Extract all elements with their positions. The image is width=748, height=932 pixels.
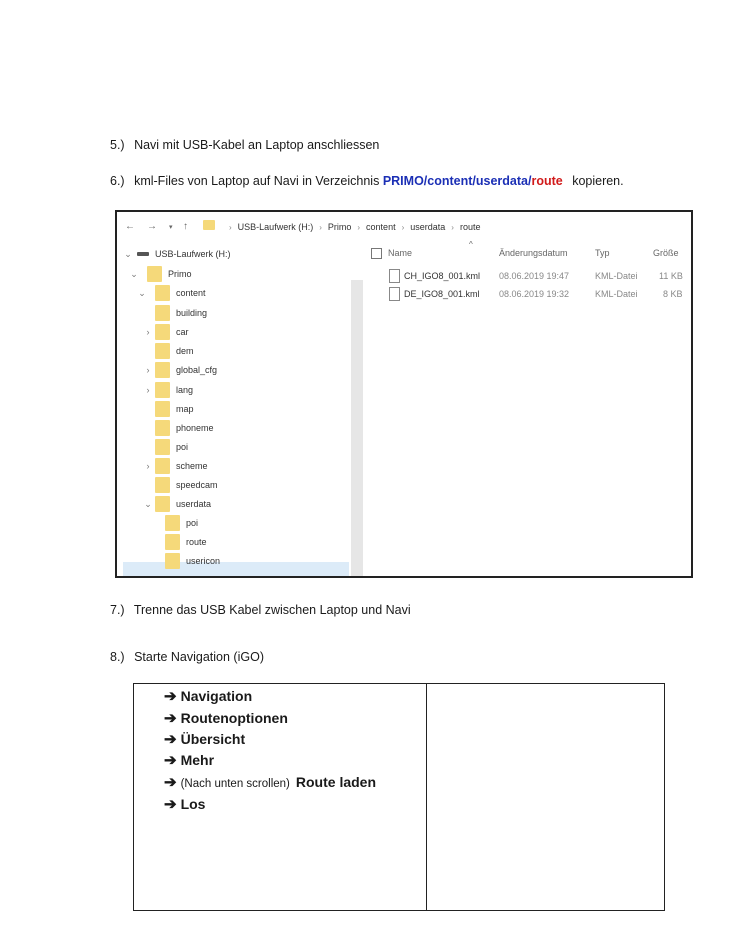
instruction-table — [133, 683, 665, 911]
step-6-number: 6.) — [110, 174, 125, 188]
step-5 — [110, 138, 379, 152]
file-type: KML-Datei — [595, 289, 638, 299]
tree-item-scheme[interactable] — [143, 457, 208, 475]
step-7-text: Trenne das USB Kabel zwischen Laptop und Navi — [133, 603, 411, 617]
step-5-text: Navi mit USB-Kabel an Laptop anschliessen — [134, 138, 380, 152]
chevron-down-icon[interactable]: ▾ — [169, 224, 173, 231]
tree-item-label: poi — [186, 518, 199, 528]
back-arrow-icon[interactable]: ← — [125, 221, 135, 232]
step-6 — [110, 174, 624, 188]
chevron-down-icon[interactable]: ⌄ — [124, 248, 132, 259]
step-8 — [110, 650, 264, 664]
step-6-path-red: route — [531, 174, 563, 188]
file-row[interactable] — [389, 286, 480, 302]
instruction-line — [164, 687, 252, 705]
chevron-down-icon[interactable]: ⌄ — [130, 268, 138, 279]
file-icon — [389, 269, 400, 283]
right-arrow-icon: ➔ — [164, 774, 177, 791]
chevron-down-icon[interactable]: ⌄ — [144, 498, 152, 509]
folder-icon — [147, 266, 162, 282]
tree-item-label: route — [186, 537, 207, 547]
folder-icon — [155, 439, 170, 455]
chevron-right-icon[interactable]: › — [146, 385, 150, 395]
instruction-line — [164, 709, 288, 727]
folder-icon — [155, 420, 170, 436]
file-list — [369, 242, 691, 576]
right-arrow-icon: ➔ — [164, 796, 177, 813]
tree-item-label: USB-Laufwerk (H:) — [155, 249, 231, 259]
step-8-text: Starte Navigation (iGO) — [134, 650, 264, 664]
folder-icon — [165, 515, 180, 531]
tree-item-content[interactable] — [137, 284, 206, 302]
tree-item-label: phoneme — [176, 423, 214, 433]
tree-item-primo[interactable] — [129, 265, 192, 283]
breadcrumb-item[interactable]: route — [459, 222, 481, 232]
sort-arrow-icon: ^ — [469, 240, 473, 249]
step-5-number: 5.) — [110, 138, 125, 152]
forward-arrow-icon[interactable]: → — [147, 221, 157, 232]
tree-item-label: scheme — [176, 461, 208, 471]
folder-icon — [155, 362, 170, 378]
file-row[interactable] — [389, 268, 480, 284]
right-arrow-icon: ➔ — [164, 731, 177, 748]
instruction-text: Routenoptionen — [180, 710, 288, 726]
folder-icon — [155, 496, 170, 512]
instruction-line — [164, 730, 245, 748]
breadcrumb-item[interactable]: USB-Laufwerk (H:) — [237, 222, 314, 232]
tree-item-car[interactable] — [143, 323, 189, 341]
file-name: DE_IGO8_001.kml — [404, 289, 480, 299]
instruction-line — [164, 773, 376, 791]
tree-item-label: global_cfg — [176, 365, 218, 375]
right-arrow-icon: ➔ — [164, 710, 177, 727]
tree-item-userdata[interactable] — [143, 495, 211, 513]
table-divider — [426, 684, 427, 910]
step-7-number: 7.) — [110, 603, 125, 617]
right-arrow-icon: ➔ — [164, 688, 177, 705]
instruction-line — [164, 795, 205, 813]
tree-item-label: userdata — [176, 499, 212, 509]
tree-item-label: dem — [176, 346, 194, 356]
file-date: 08.06.2019 19:47 — [499, 271, 570, 281]
tree-scrollbar[interactable] — [351, 280, 363, 576]
chevron-down-icon[interactable]: ⌄ — [138, 287, 146, 298]
tree-item-map[interactable] — [155, 400, 194, 418]
chevron-right-icon[interactable]: › — [146, 461, 150, 471]
step-6-path-blue: PRIMO/content/userdata/ — [382, 174, 532, 188]
instruction-note: (Nach unten scrollen) — [180, 778, 290, 790]
folder-icon — [155, 324, 170, 340]
tree-item-speedcam[interactable] — [155, 476, 218, 494]
instruction-line — [164, 751, 214, 769]
up-arrow-icon[interactable]: ↑ — [183, 221, 188, 232]
step-7 — [110, 603, 411, 617]
file-size: 11 KB — [659, 271, 683, 281]
tree-item-label: poi — [176, 442, 189, 452]
column-header-date[interactable]: Änderungsdatum — [499, 248, 568, 258]
tree-selection-highlight — [123, 562, 349, 578]
tree-item-label: Primo — [168, 269, 192, 279]
breadcrumb — [229, 222, 480, 232]
chevron-right-icon[interactable]: › — [146, 327, 150, 337]
tree-item-label: car — [176, 327, 189, 337]
tree-item-userdata-poi[interactable] — [165, 514, 198, 532]
navigation-tree — [117, 242, 349, 576]
address-bar — [117, 212, 691, 240]
chevron-right-icon: › — [401, 222, 405, 232]
instruction-text: Los — [180, 796, 206, 812]
folder-icon — [165, 553, 180, 569]
tree-item-label: speedcam — [176, 480, 218, 490]
folder-icon — [155, 458, 170, 474]
instruction-text: Route laden — [295, 774, 377, 790]
file-size: 8 KB — [663, 289, 683, 299]
folder-icon — [155, 305, 170, 321]
instruction-text: Navigation — [180, 688, 253, 704]
tree-item-label: content — [176, 288, 206, 298]
chevron-right-icon: › — [451, 222, 454, 232]
folder-icon — [155, 343, 170, 359]
tree-item-label: lang — [176, 385, 194, 395]
file-explorer-screenshot — [115, 210, 693, 578]
folder-icon — [155, 285, 170, 301]
tree-item-poi[interactable] — [155, 438, 188, 456]
chevron-right-icon: › — [357, 222, 361, 232]
file-icon — [389, 287, 400, 301]
right-arrow-icon: ➔ — [164, 752, 177, 769]
tree-item-drive[interactable] — [123, 245, 231, 263]
step-6-text-a: kml-Files von Laptop auf Navi in Verzeichnis — [134, 174, 383, 188]
tree-item-label: building — [176, 308, 208, 318]
drive-icon — [137, 252, 149, 256]
select-all-checkbox[interactable] — [371, 248, 382, 259]
instruction-text: Übersicht — [180, 731, 246, 747]
tree-item-usericon[interactable] — [165, 552, 220, 570]
step-6-text-b: kopieren. — [572, 174, 624, 188]
tree-item-route[interactable] — [165, 533, 207, 551]
step-8-number: 8.) — [110, 650, 125, 664]
folder-icon — [155, 401, 170, 417]
instruction-text: Mehr — [180, 752, 215, 768]
chevron-right-icon: › — [319, 222, 322, 232]
tree-item-lang[interactable] — [143, 381, 193, 399]
tree-item-label: usericon — [186, 556, 221, 566]
tree-item-global-cfg[interactable] — [143, 361, 217, 379]
file-date: 08.06.2019 19:32 — [499, 289, 570, 299]
file-type: KML-Datei — [595, 271, 638, 281]
tree-item-dem[interactable] — [155, 342, 194, 360]
tree-item-phoneme[interactable] — [155, 419, 214, 437]
column-header-type[interactable]: Typ — [595, 248, 610, 258]
folder-icon — [203, 220, 215, 230]
column-header-label: Name — [388, 248, 413, 258]
breadcrumb-item[interactable]: content — [366, 222, 396, 232]
chevron-right-icon[interactable]: › — [146, 365, 150, 375]
column-header-name[interactable] — [371, 248, 412, 259]
file-name: CH_IGO8_001.kml — [404, 271, 481, 281]
chevron-right-icon: › — [229, 222, 232, 232]
folder-icon — [155, 382, 170, 398]
folder-icon — [165, 534, 180, 550]
column-header-size[interactable]: Größe — [653, 248, 679, 258]
tree-item-label: map — [176, 404, 194, 414]
breadcrumb-item[interactable]: userdata — [410, 222, 446, 232]
folder-icon — [155, 477, 170, 493]
tree-item-building[interactable] — [155, 304, 207, 322]
breadcrumb-item[interactable]: Primo — [327, 222, 352, 232]
